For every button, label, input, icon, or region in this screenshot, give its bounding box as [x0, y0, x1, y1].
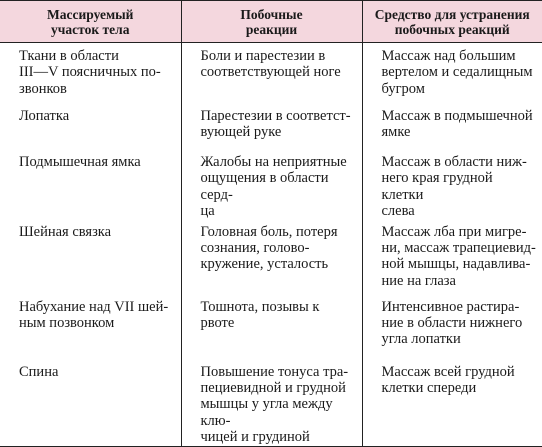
body-area-cell: Подмышечная ямка: [0, 150, 181, 220]
table-row: [0, 220, 542, 295]
header-body-area: Массируемый участок тела: [0, 1, 181, 43]
table-row: [0, 104, 542, 150]
header-side-reactions: Побочные реакции: [181, 1, 362, 43]
table-row: [0, 295, 542, 360]
body-area-cell: Спина: [0, 360, 181, 447]
remedy-cell: Массаж в области ниж- него края грудной клетки слева: [362, 150, 542, 220]
side-reaction-cell: Жалобы на неприятные ощущения в области серд- ца: [181, 150, 362, 220]
side-reaction-cell: Боли и парестезии в соответствующей ноге: [181, 43, 362, 105]
body-area-cell: Лопатка: [0, 104, 181, 150]
table-header-row: [0, 1, 542, 43]
table-row: [0, 150, 542, 220]
table-row: [0, 43, 542, 105]
side-reaction-cell: Головная боль, потеря сознания, голово- кружение, усталость: [181, 220, 362, 295]
remedy-cell: Массаж лба при мигре- ни, массаж трапециевид- ной мышцы, надавлива- ние на глаза: [362, 220, 542, 295]
body-area-cell: Ткани в области III—V поясничных по- звонков: [0, 43, 181, 105]
header-remedy: Средство для устранения побочных реакций: [362, 1, 542, 43]
remedy-cell: Массаж в подмышечной ямке: [362, 104, 542, 150]
table-row: [0, 360, 542, 447]
remedy-cell: Массаж всей грудной клетки спереди: [362, 360, 542, 447]
side-reaction-cell: Тошнота, позывы к рвоте: [181, 295, 362, 360]
remedy-cell: Массаж над большим вертелом и седалищным бугром: [362, 43, 542, 105]
body-area-cell: Шейная связка: [0, 220, 181, 295]
body-area-cell: Набухание над VII шей- ным позвонком: [0, 295, 181, 360]
side-reaction-cell: Парестезии в соответст- вующей руке: [181, 104, 362, 150]
side-reaction-cell: Повышение тонуса тра- пециевидной и грудной мышцы у угла между клю- чицей и грудиной: [181, 360, 362, 447]
remedy-cell: Интенсивное растира- ние в области нижнего угла лопатки: [362, 295, 542, 360]
